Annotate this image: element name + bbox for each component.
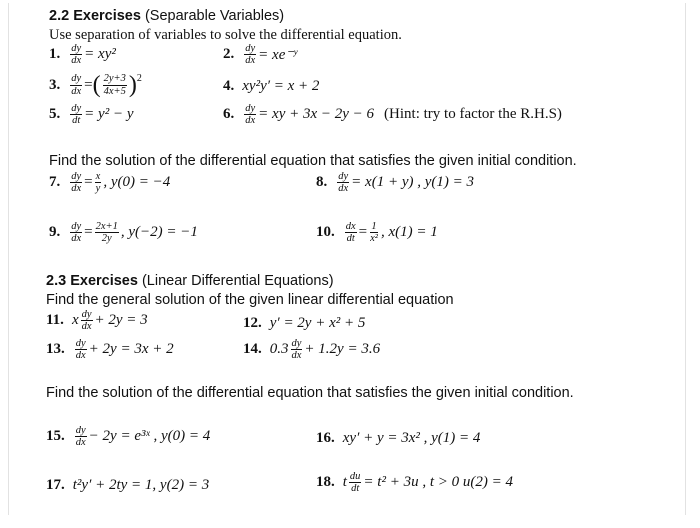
equation-text: t²y′ + 2ty = 1, y(2) = 3 [72, 477, 210, 493]
rhs-fraction: $\frac{x}{y}$ [95, 171, 101, 195]
exercise-14 [243, 338, 380, 361]
equation-rhs: = t² + 3u , t > 0 u(2) = 4 [363, 474, 513, 491]
equation-rhs: , y(0) = −4 [103, 174, 171, 191]
coefficient: x [71, 312, 79, 329]
exercise-number: 10. [316, 224, 335, 241]
equation-text: xy′ + y = 3x² , y(1) = 4 [342, 430, 481, 446]
equals-sign: = [358, 224, 368, 241]
inner-fraction: $\frac{2y+3}{4x+5}$ [103, 73, 126, 97]
section-number: 2.2 [49, 8, 70, 24]
derivative-fraction: $\frac{dy}{dx}$ [338, 171, 349, 195]
section-2-2-instruction: Use separation of variables to solve the differential equation. [49, 27, 402, 43]
exercise-number: 18. [316, 474, 335, 491]
rhs-fraction: $\frac{2x+1}{2y}$ [95, 221, 118, 245]
section-subtitle: (Linear Differential Equations) [141, 273, 334, 289]
exercise-13 [46, 338, 174, 361]
derivative-fraction: $\frac{dy}{dx}$ [245, 43, 256, 67]
equals-sign: = [84, 76, 93, 93]
exercise-11 [46, 309, 148, 332]
exercise-6 [223, 103, 562, 126]
exercise-15 [46, 425, 210, 448]
rhs-fraction: $\frac{1}{\text{x²}}$ [370, 221, 378, 245]
equation-rhs: = xy² [84, 46, 116, 63]
left-paren: ( [92, 72, 101, 98]
equals-sign: = [84, 224, 93, 241]
equation-rhs: = xe⁻ʸ [258, 47, 298, 64]
section-title: Exercises [73, 8, 141, 24]
equation-text: xy²y′ = x + 2 [242, 78, 320, 94]
exercise-number: 17. [46, 477, 65, 493]
section-2-3-instruction: Find the general solution of the given linear differential equation [46, 292, 454, 308]
equation-rhs: , x(1) = 1 [380, 224, 438, 241]
exercise-number: 4. [223, 78, 235, 94]
exercise-number: 12. [243, 315, 262, 331]
exercise-9 [49, 221, 198, 244]
section-title: Exercises [70, 273, 138, 289]
ivp-instruction: Find the solution of the differential equation that satisfies the given initial condition. [49, 153, 577, 169]
coefficient: 0.3 [269, 341, 289, 358]
coefficient: t [342, 474, 347, 491]
exercise-number: 9. [49, 224, 61, 241]
derivative-fraction: $\frac{dy}{dx}$ [245, 103, 256, 127]
exercise-number: 5. [49, 106, 61, 123]
derivative-fraction: $\frac{dy}{dx}$ [291, 338, 302, 362]
equation-text: y′ = 2y + x² + 5 [269, 315, 366, 331]
derivative-fraction: $\frac{dy}{dx}$ [81, 309, 92, 333]
derivative-fraction: $\frac{dy}{dx}$ [71, 221, 82, 245]
equation-rhs: + 2y = 3 [94, 312, 148, 329]
equation-rhs: = x(1 + y) , y(1) = 3 [351, 174, 474, 191]
equation-rhs: − 2y = e³ˣ , y(0) = 4 [88, 428, 211, 445]
exercise-12 [243, 315, 365, 332]
exercise-1 [49, 43, 116, 66]
exercise-number: 15. [46, 428, 65, 445]
section-subtitle: (Separable Variables) [144, 8, 285, 24]
equation-rhs: , y(−2) = −1 [120, 224, 198, 241]
exercise-number: 2. [223, 46, 235, 63]
equation-rhs: + 2y = 3x + 2 [88, 341, 174, 358]
equation-rhs: + 1.2y = 3.6 [304, 341, 381, 358]
exercise-number: 13. [46, 341, 65, 358]
exercise-2 [223, 43, 297, 66]
exponent: 2 [136, 73, 142, 84]
equals-sign: = [84, 174, 93, 191]
exercise-18 [316, 471, 513, 494]
exercise-4 [223, 78, 319, 95]
exercise-3 [49, 73, 142, 97]
derivative-fraction: $\frac{dy}{dt}$ [71, 103, 82, 127]
exercise-16 [316, 430, 480, 447]
equation-rhs: = xy + 3x − 2y − 6 [258, 106, 375, 123]
derivative-fraction: $\frac{dy}{dx}$ [71, 43, 82, 67]
ivp-instruction-2: Find the solution of the differential equation that satisfies the given initial condition. [46, 385, 574, 401]
exercise-17 [46, 477, 209, 494]
exercise-number: 3. [49, 76, 61, 93]
exercise-number: 8. [316, 174, 328, 191]
hint-text: (Hint: try to factor the R.H.S) [384, 106, 562, 123]
section-2-3-heading [46, 273, 334, 289]
derivative-fraction: $\frac{dy}{dx}$ [71, 171, 82, 195]
section-2-2-heading [49, 8, 284, 24]
exercise-number: 7. [49, 174, 61, 191]
exercise-number: 14. [243, 341, 262, 358]
derivative-fraction: $\frac{dy}{dx}$ [71, 73, 82, 97]
derivative-fraction: $\frac{du}{dt}$ [349, 471, 361, 495]
exercise-number: 1. [49, 46, 61, 63]
exercise-10 [316, 221, 438, 244]
equation-rhs: = y² − y [84, 106, 134, 123]
exercise-number: 16. [316, 430, 335, 446]
exercise-5 [49, 103, 133, 126]
section-number: 2.3 [46, 273, 67, 289]
derivative-fraction: $\frac{dx}{dt}$ [345, 221, 356, 245]
exercise-number: 6. [223, 106, 235, 123]
right-paren: ) [128, 72, 137, 98]
exercise-8 [316, 171, 474, 194]
exercise-number: 11. [46, 312, 64, 329]
exercise-7 [49, 171, 170, 194]
derivative-fraction: $\frac{dy}{dx}$ [75, 425, 86, 449]
derivative-fraction: $\frac{dy}{dx}$ [75, 338, 86, 362]
